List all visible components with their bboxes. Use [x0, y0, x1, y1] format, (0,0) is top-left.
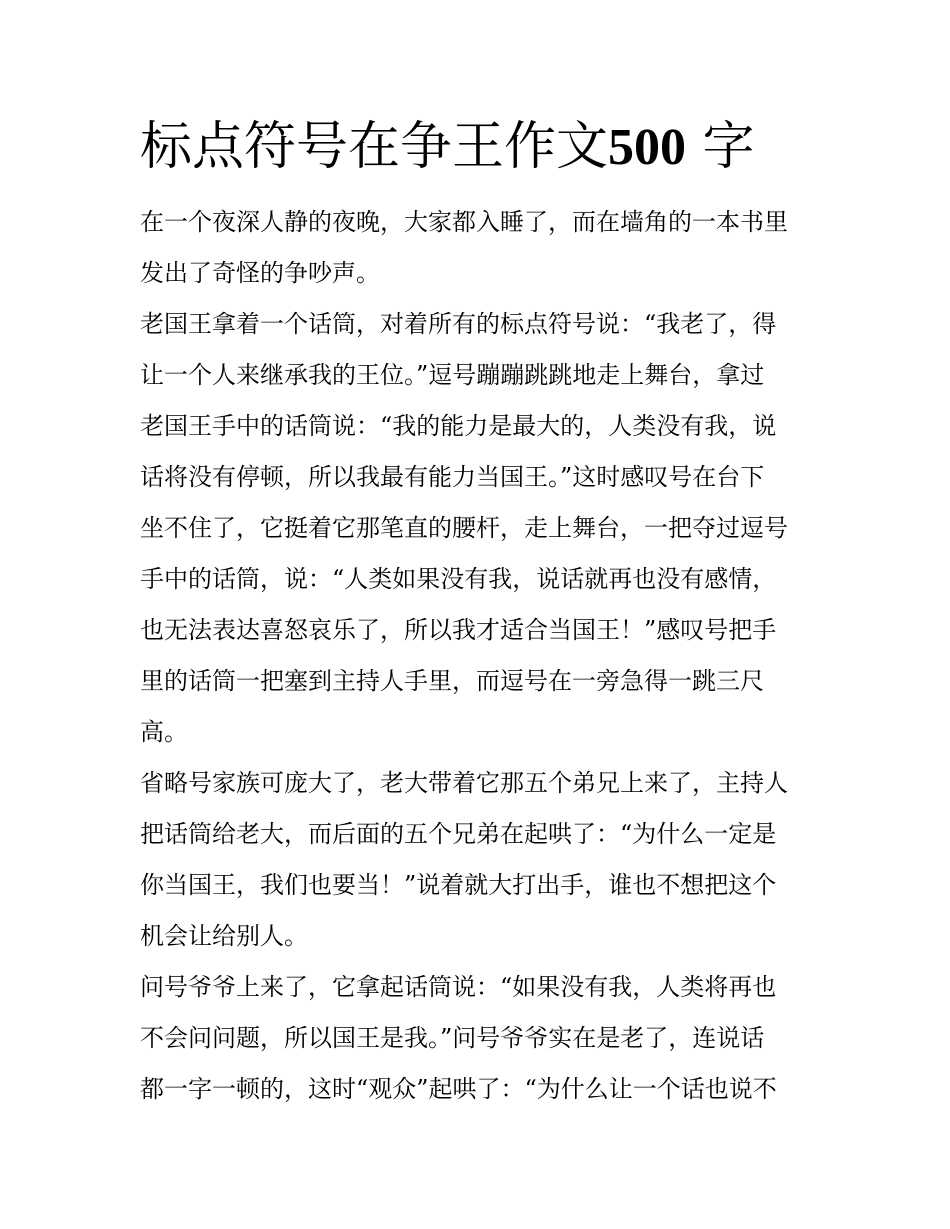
title-number: 500 [608, 119, 687, 176]
paragraph-4 [140, 962, 812, 1115]
paragraph-3 [140, 758, 812, 962]
text-line: 不会问问题，所以国王是我。”问号爷爷实在是老了，连说话 [140, 1024, 765, 1052]
text-line: 坐不住了，它挺着它那笔直的腰杆，走上舞台，一把夺过逗号 [140, 514, 788, 542]
text-line: 也无法表达喜怒哀乐了，所以我才适合当国王！”感叹号把手 [140, 616, 777, 644]
title-suffix: 字 [686, 117, 755, 177]
document-title [140, 112, 755, 183]
paragraph-1 [140, 197, 812, 299]
text-line: 高。 [140, 718, 188, 746]
text-line: 发出了奇怪的争吵声。 [140, 259, 380, 287]
text-line: 把话筒给老大，而后面的五个兄弟在起哄了：“为什么一定是 [140, 820, 777, 848]
text-line: 你当国王，我们也要当！”说着就大打出手，谁也不想把这个 [140, 871, 777, 899]
text-line: 里的话筒一把塞到主持人手里，而逗号在一旁急得一跳三尺 [140, 667, 764, 695]
text-line: 老国王拿着一个话筒，对着所有的标点符号说：“我老了，得 [140, 310, 777, 338]
text-line: 话将没有停顿，所以我最有能力当国王。”这时感叹号在台下 [140, 463, 765, 491]
text-line: 问号爷爷上来了，它拿起话筒说：“如果没有我，人类将再也 [140, 973, 777, 1001]
title-text: 标点符号在争王作文 [140, 117, 609, 177]
text-line: 在一个夜深人静的夜晚，大家都入睡了，而在墙角的一本书里 [140, 208, 788, 236]
paragraph-2 [140, 299, 812, 758]
document-body [140, 197, 812, 1115]
text-line: 机会让给别人。 [140, 922, 308, 950]
text-line: 都一字一顿的，这时“观众”起哄了：“为什么让一个话也说不 [140, 1075, 777, 1103]
text-line: 省略号家族可庞大了，老大带着它那五个弟兄上来了，主持人 [140, 769, 788, 797]
text-line: 让一个人来继承我的王位。”逗号蹦蹦跳跳地走上舞台，拿过 [140, 361, 765, 389]
text-line: 手中的话筒，说：“人类如果没有我，说话就再也没有感情， [140, 565, 777, 593]
text-line: 老国王手中的话筒说：“我的能力是最大的，人类没有我，说 [140, 412, 777, 440]
